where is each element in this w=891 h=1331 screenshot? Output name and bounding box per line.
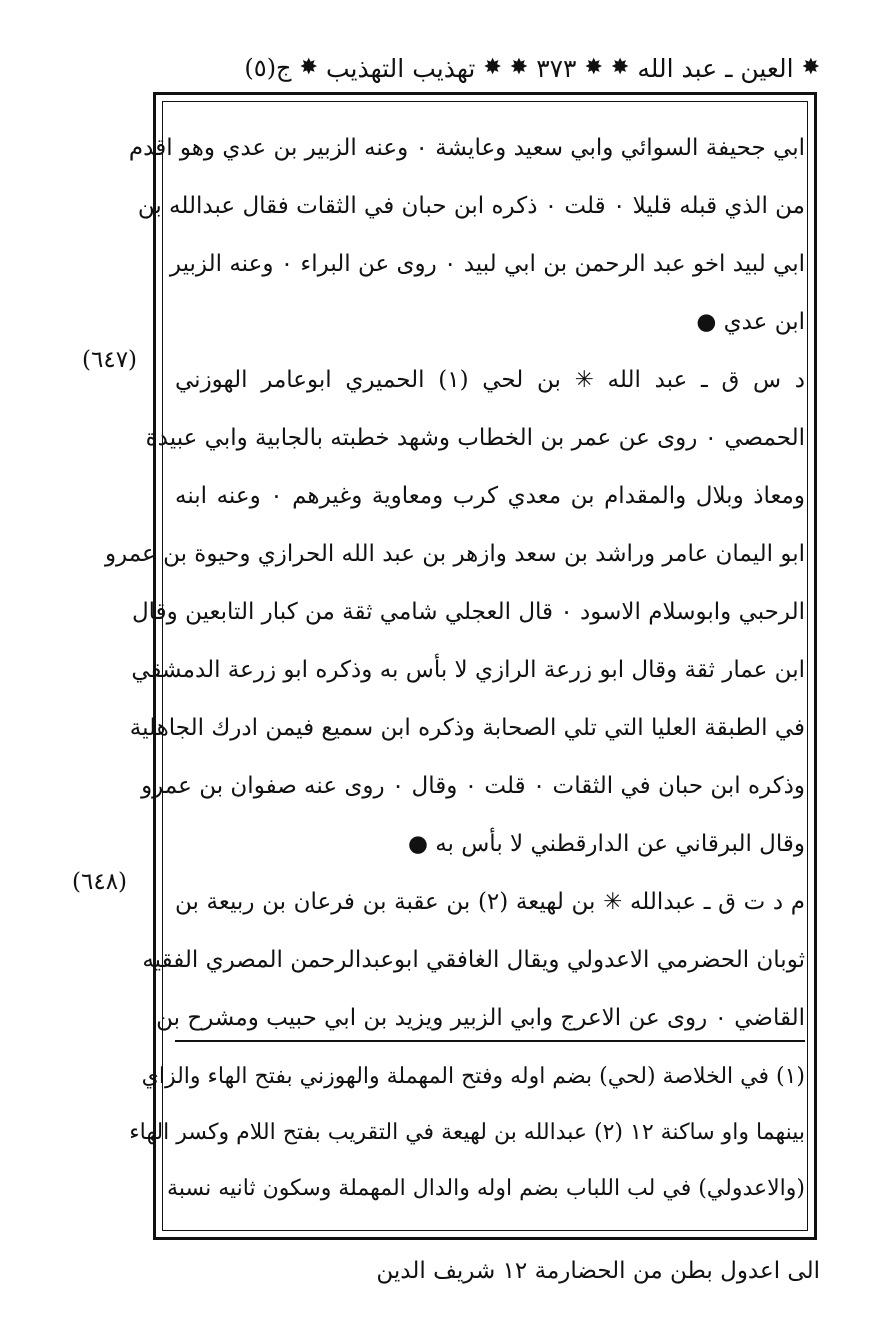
ornament-icon: ✸ [483,55,502,80]
text-line: ابو اليمان عامر وراشد بن سعد وازهر بن عبد الله الحرازي وحيوة بن عمرو [104,541,805,567]
text-line: في الطبقة العليا التي تلي الصحابة وذكره ابن سميع فيمن ادرك الجاهلية [129,715,805,741]
text-line: ابن عمار ثقة وقال ابو زرعة الرازي لا بأس به وذكره ابو زرعة الدمشقي [131,657,805,683]
footnote-separator [175,1040,805,1042]
text-line: ابن عدي ● [696,309,805,335]
entry-heading-line: م د ت ق ـ عبدالله ✳ بن لهيعة (٢) بن عقبة بن فرعان بن ربيعة بن [175,889,805,915]
ornament-icon: ✸ [509,55,529,80]
entry-number: (٦٤٧) [82,347,138,373]
header-book-title: تهذيب التهذيب [325,53,476,83]
entry-heading-line: د س ق ـ عبد الله ✳ بن لحي (١) الحميري ابوعامر الهوزني [175,367,805,393]
entry-number: (٦٤٨) [72,869,128,895]
text-line: وذكره ابن حبان في الثقات ٠ قلت ٠ وقال ٠ روى عنه صفوان بن عمرو [141,773,805,799]
text-line: وقال البرقاني عن الدارقطني لا بأس به ● [407,831,805,857]
header-volume: ج(٥) [244,54,292,82]
text-line: الحمصي ٠ روى عن عمر بن الخطاب وشهد خطبته بالجابية وابي عبيدة [145,425,805,451]
footnote-continuation: الى اعدول بطن من الحضارمة ١٢ شريف الدين [376,1258,820,1284]
text-line: الرحبي وابوسلام الاسود ٠ قال العجلي شامي ثقة من كبار التابعين وقال [131,599,805,625]
ornament-icon: ✸ [610,55,630,80]
text-line: ثوبان الحضرمي الاعدولي ويقال الغافقي ابوعبدالرحمن المصري الفقيه [142,947,805,973]
text-line: ابي لبيد اخو عبد الرحمن بن ابي لبيد ٠ روى عن البراء ٠ وعنه الزبير [169,251,805,277]
footnote-line: بينهما واو ساكنة ١٢ (٢) عبدالله بن لهيعة في التقريب بفتح اللام وكسر الهاء [129,1120,805,1145]
text-line: القاضي ٠ روى عن الاعرج وابي الزبير ويزيد بن ابي حبيب ومشرح بن [156,1005,805,1031]
header-page-number: ٣٧٣ [536,53,577,83]
running-header [150,48,820,88]
footnote-line: (١) في الخلاصة (لحي) بضم اوله وفتح المهملة والهوزني بفتح الهاء والزاي [141,1064,805,1089]
text-line: ابي جحيفة السوائي وابي سعيد وعايشة ٠ وعنه الزبير بن عدي وهو اقدم [128,135,805,161]
ornament-icon: ✸ [299,55,318,80]
footnote-line: (والاعدولي) في لب اللباب بضم اوله والدال المهملة وسكون ثانيه نسبة [167,1176,805,1201]
ornament-icon: ✸ [584,55,603,80]
header-section-title: العين ـ عبد الله [637,53,794,83]
ornament-icon: ✸ [801,55,820,80]
text-line: من الذي قبله قليلا ٠ قلت ٠ ذكره ابن حبان في الثقات فقال عبدالله بن [137,193,805,219]
text-line: ومعاذ وبلال والمقدام بن معدي كرب ومعاوية وغيرهم ٠ وعنه ابنه [175,483,805,509]
